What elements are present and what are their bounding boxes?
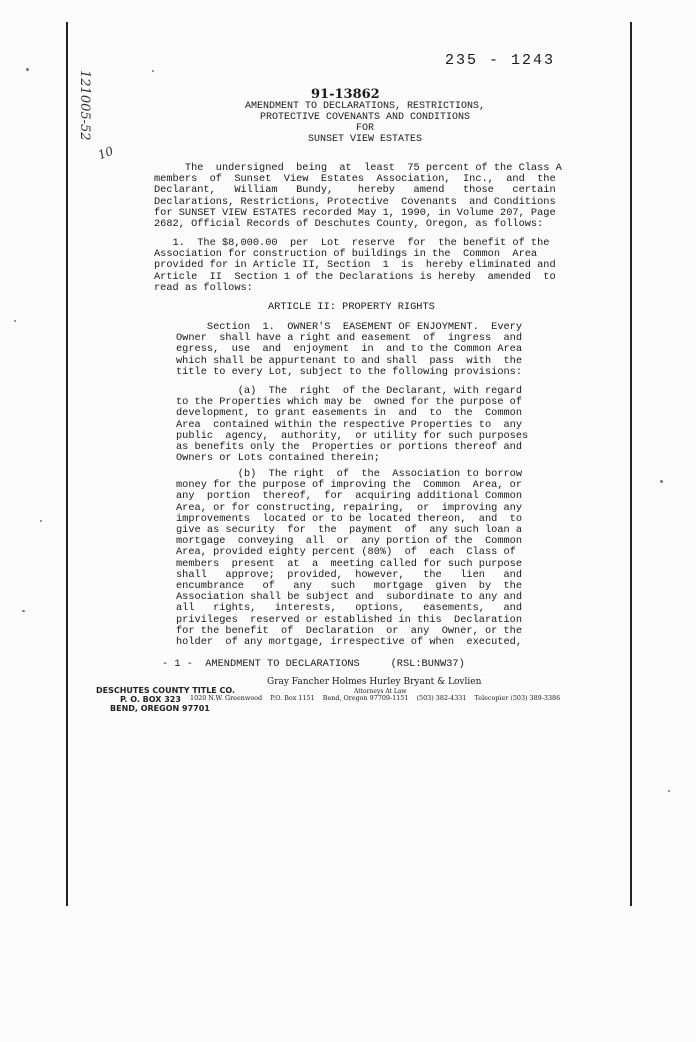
subsection-b-paragraph: (b) The right of the Association to borrow money for the purpose of improving the Common Area, or any portion thereof, for acquiring additional Common Area, or for constructing, repairing, or improving any improvements located or to be located thereon, and to give as security for the payment of any such loan a mortgage conveying all or any portion of the Common Area, provided eighty percent (80%) of each Class of members present at a meeting called for such purpose shall approve; provided, however, the lien and encumbrance of any such mortgage given by the Association shall be subject and subordinate to any and all rights, interests, options, easements, and privileges reserved or established in this Declaration for the benefit of Declaration or any Owner, or the holder of any mortgage, irrespective of when executed, (176, 468, 523, 649)
section-1-paragraph: Section 1. OWNER'S EASEMENT OF ENJOYMENT. Every Owner shall have a right and easement of ingress and egress, use and enjoyment in and to the Common Area which shall be appurtenant to and shall pass with the title to every Lot, subject to the following provisions: (176, 321, 523, 378)
subsection-a-paragraph: (a) The right of the Declarant, with regard to the Properties which may be owned for the purpose of development, to grant easements in and to the Common Area contained within the respective Properties to any public agency, authority, or utility for such purposes as benefits only the Properties or portions thereof and Owners or Lots contained therein; (176, 385, 529, 465)
page-footer: - 1 - AMENDMENT TO DECLARATIONS (RSL:BUNW37) (162, 658, 465, 670)
item-1-paragraph: 1. The $8,000.00 per Lot reserve for the benefit of the Association for construction of buildings in the Common Area provided for in Article II, Section 1 is hereby eliminated and Article II Section 1 of the Declarations is hereby amended to read as follows: (154, 237, 556, 294)
document-title (140, 101, 590, 145)
stamp-line: DESCHUTES COUNTY TITLE CO. (96, 686, 236, 695)
recording-number: 235 - 1243 (445, 52, 556, 69)
title-line: PROTECTIVE COVENANTS AND CONDITIONS (259, 112, 471, 123)
title-line: AMENDMENT TO DECLARATIONS, RESTRICTIONS, (244, 101, 486, 112)
handwritten-side-number: 121005-52 (77, 70, 92, 141)
scan-speck (668, 790, 670, 792)
scan-speck (14, 320, 16, 322)
handwritten-initial: 10 (96, 143, 116, 163)
title-company-stamp (96, 686, 235, 713)
stamp-line: BEND, OREGON 97701 (110, 704, 210, 713)
scan-speck (22, 610, 25, 612)
title-line: FOR (355, 123, 374, 134)
law-firm-name: Gray Fancher Holmes Hurley Bryant & Lovlien (267, 677, 482, 687)
title-line: SUNSET VIEW ESTATES (307, 134, 423, 145)
law-firm-address: 1020 N.W. Greenwood P.O. Box 1151 Bend, Oregon 97709-1151 (503) 382-4331 Telecopier (503) 389-3386 (190, 694, 561, 702)
article-heading: ARTICLE II: PROPERTY RIGHTS (268, 301, 435, 313)
scan-speck (152, 70, 154, 72)
document-number: 91-13862 (311, 87, 380, 102)
stamp-line: P. O. BOX 323 (120, 695, 181, 704)
scan-speck (660, 480, 663, 483)
scan-speck (26, 68, 29, 71)
scan-speck (40, 520, 42, 522)
intro-paragraph: The undersigned being at least 75 percent of the Class A members of Sunset View Estates Association, Inc., and the Declarant, William Bundy, hereby amend those certain Declarations, Restrictions, Protective Covenants and Conditions for SUNSET VIEW ESTATES recorded May 1, 1990, in Volume 207, Page 2682, Official Records of Deschutes County, Oregon, as follows: (154, 162, 562, 231)
law-firm-subtitle: Attorneys At Law (354, 688, 407, 695)
